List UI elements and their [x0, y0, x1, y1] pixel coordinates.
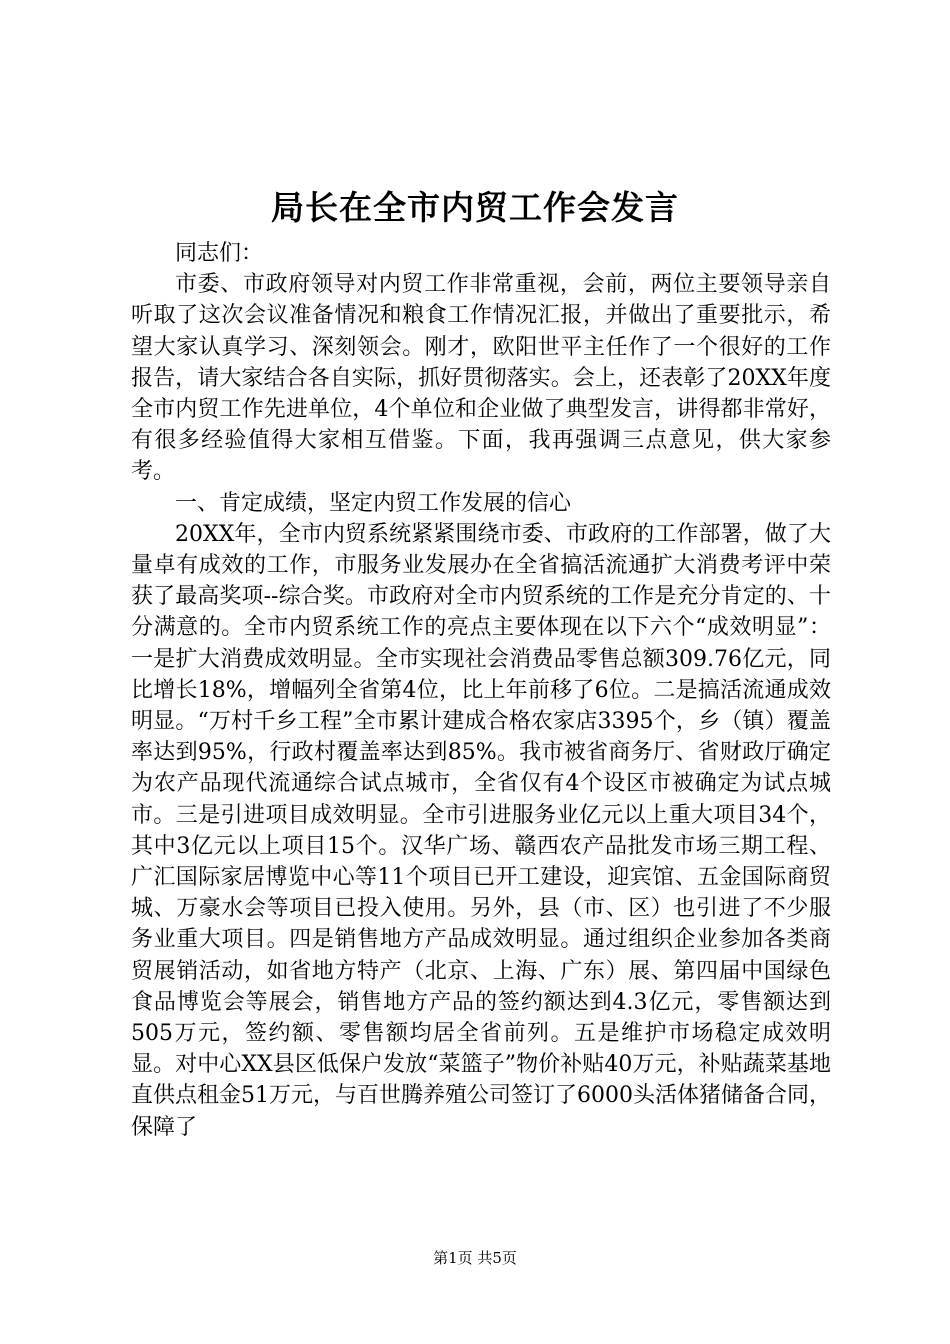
- paragraph-intro: 市委、市政府领导对内贸工作非常重视，会前，两位主要领导亲自听取了这次会议准备情况和粮食工作情况汇报，并做出了重要批示，希望大家认真学习、深刻领会。刚才，欧阳世平主任作了一个很好的工作报告，请大家结合各自实际，抓好贯彻落实。会上，还表彰了20XX年度全市内贸工作先进单位，4个单位和企业做了典型发言，讲得都非常好，有很多经验值得大家相互借鉴。下面，我再强调三点意见，供大家参考。: [131, 272, 831, 485]
- section-heading: 一、肯定成绩，坚定内贸工作发展的信心: [175, 490, 572, 516]
- page-number-footer: 第1页 共5页: [433, 1249, 517, 1267]
- page-title: 局长在全市内贸工作会发言: [271, 188, 679, 227]
- salutation: 同志们：: [175, 241, 264, 266]
- document-body: [131, 238, 831, 1143]
- paragraph-achievements: 20XX年，全市内贸系统紧紧围绕市委、市政府的工作部署，做了大量卓有成效的工作，市服务业发展办在全省搞活流通扩大消费考评中荣获了最高奖项--综合奖。市政府对全市内贸系统的工作是充分肯定的、十分满意的。全市内贸系统工作的亮点主要体现在以下六个“成效明显”：一是扩大消费成效明显。全市实现社会消费品零售总额309.76亿元，同比增长18%，增幅列全省第4位，比上年前移了6位。二是搞活流通成效明显。“万村千乡工程”全市累计建成合格农家店3395个，乡（镇）覆盖率达到95%，行政村覆盖率达到85%。我市被省商务厅、省财政厅确定为农产品现代流通综合试点城市，全省仅有4个设区市被确定为试点城市。三是引进项目成效明显。全市引进服务业亿元以上重大项目34个，其中3亿元以上项目15个。汉华广场、赣西农产品批发市场三期工程、广汇国际家居博览中心等11个项目已开工建设，迎宾馆、五金国际商贸城、万豪水会等项目已投入使用。另外，县（市、区）也引进了不少服务业重大项目。四是销售地方产品成效明显。通过组织企业参加各类商贸展销活动，如省地方特产（北京、上海、广东）展、第四届中国绿色食品博览会等展会，销售地方产品的签约额达到4.3亿元，零售额达到505万元，签约额、零售额均居全省前列。五是维护市场稳定成效明显。对中心XX县区低保户发放“菜篮子”物价补贴40万元，补贴蔬菜基地直供点租金51万元，与百世腾养殖公司签订了6000头活体猪储备合同，保障了: [131, 521, 831, 1140]
